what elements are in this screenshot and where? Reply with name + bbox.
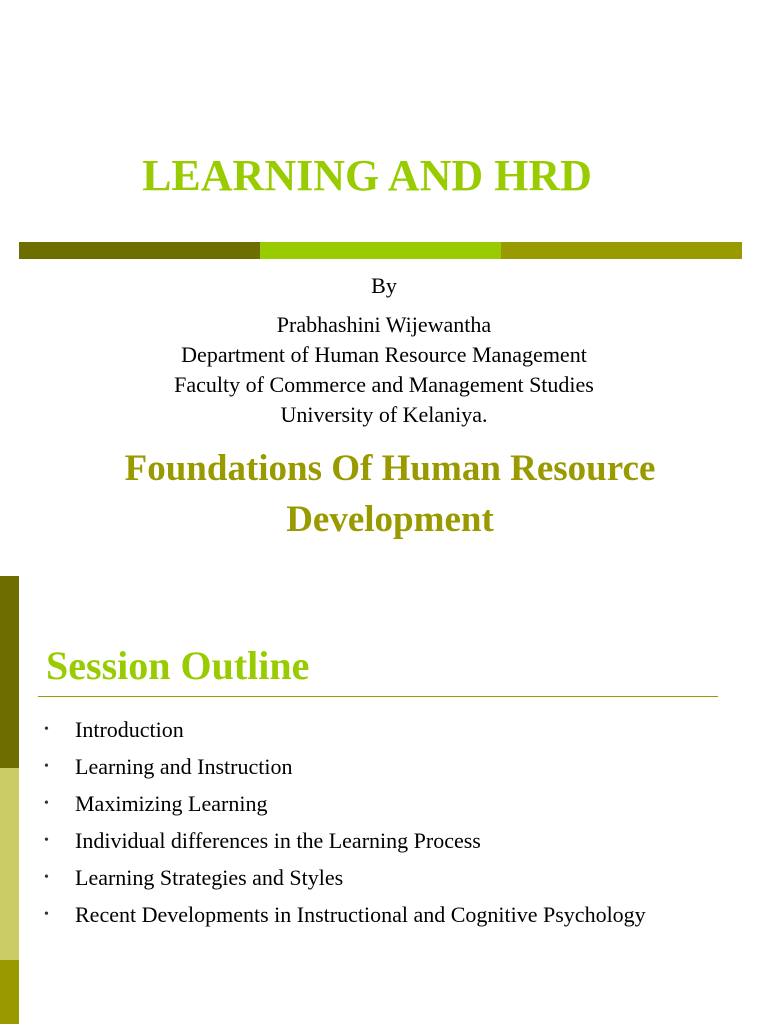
list-item-text: Maximizing Learning	[75, 791, 268, 816]
list-item-text: Individual differences in the Learning Process	[75, 828, 481, 853]
author-university: University of Kelaniya.	[280, 402, 488, 427]
side-bar-dark	[0, 576, 19, 768]
author-name: Prabhashini Wijewantha	[276, 312, 492, 337]
bullet-icon: •	[44, 759, 49, 774]
by-label: By	[371, 273, 397, 298]
bullet-icon: •	[44, 870, 49, 885]
side-bar-light	[0, 768, 19, 960]
list-item	[44, 899, 744, 930]
list-item-text: Learning Strategies and Styles	[75, 865, 344, 890]
bullet-icon: •	[44, 722, 49, 737]
side-bar-olive	[0, 960, 19, 1024]
list-item	[44, 862, 744, 893]
list-item-text: Learning and Instruction	[75, 754, 293, 779]
subtitle-line-1: Foundations Of Human Resource	[124, 448, 656, 489]
author-department: Department of Human Resource Management	[181, 342, 587, 367]
list-item	[44, 751, 744, 782]
list-item	[44, 788, 744, 819]
list-item	[44, 825, 744, 856]
bullet-icon: •	[44, 796, 49, 811]
list-item-text: Introduction	[75, 717, 184, 742]
author-block	[0, 310, 768, 430]
stripe-green	[260, 242, 501, 259]
outline-list	[44, 714, 744, 930]
bullet-icon: •	[44, 907, 49, 922]
session-outline-title: Session Outline	[46, 643, 310, 688]
list-item	[44, 714, 744, 745]
list-item-text: Recent Developments in Instructional and Cognitive Psychology	[75, 902, 646, 927]
slide-title: LEARNING AND HRD	[142, 151, 592, 200]
subtitle-line-2: Development	[286, 499, 494, 540]
title-underline	[38, 696, 718, 697]
outline-slide	[0, 576, 768, 1024]
bullet-icon: •	[44, 833, 49, 848]
author-faculty: Faculty of Commerce and Management Studies	[174, 372, 594, 397]
stripe-olive	[501, 242, 742, 259]
stripe-dark-olive	[19, 242, 260, 259]
slide-subtitle	[0, 443, 768, 545]
